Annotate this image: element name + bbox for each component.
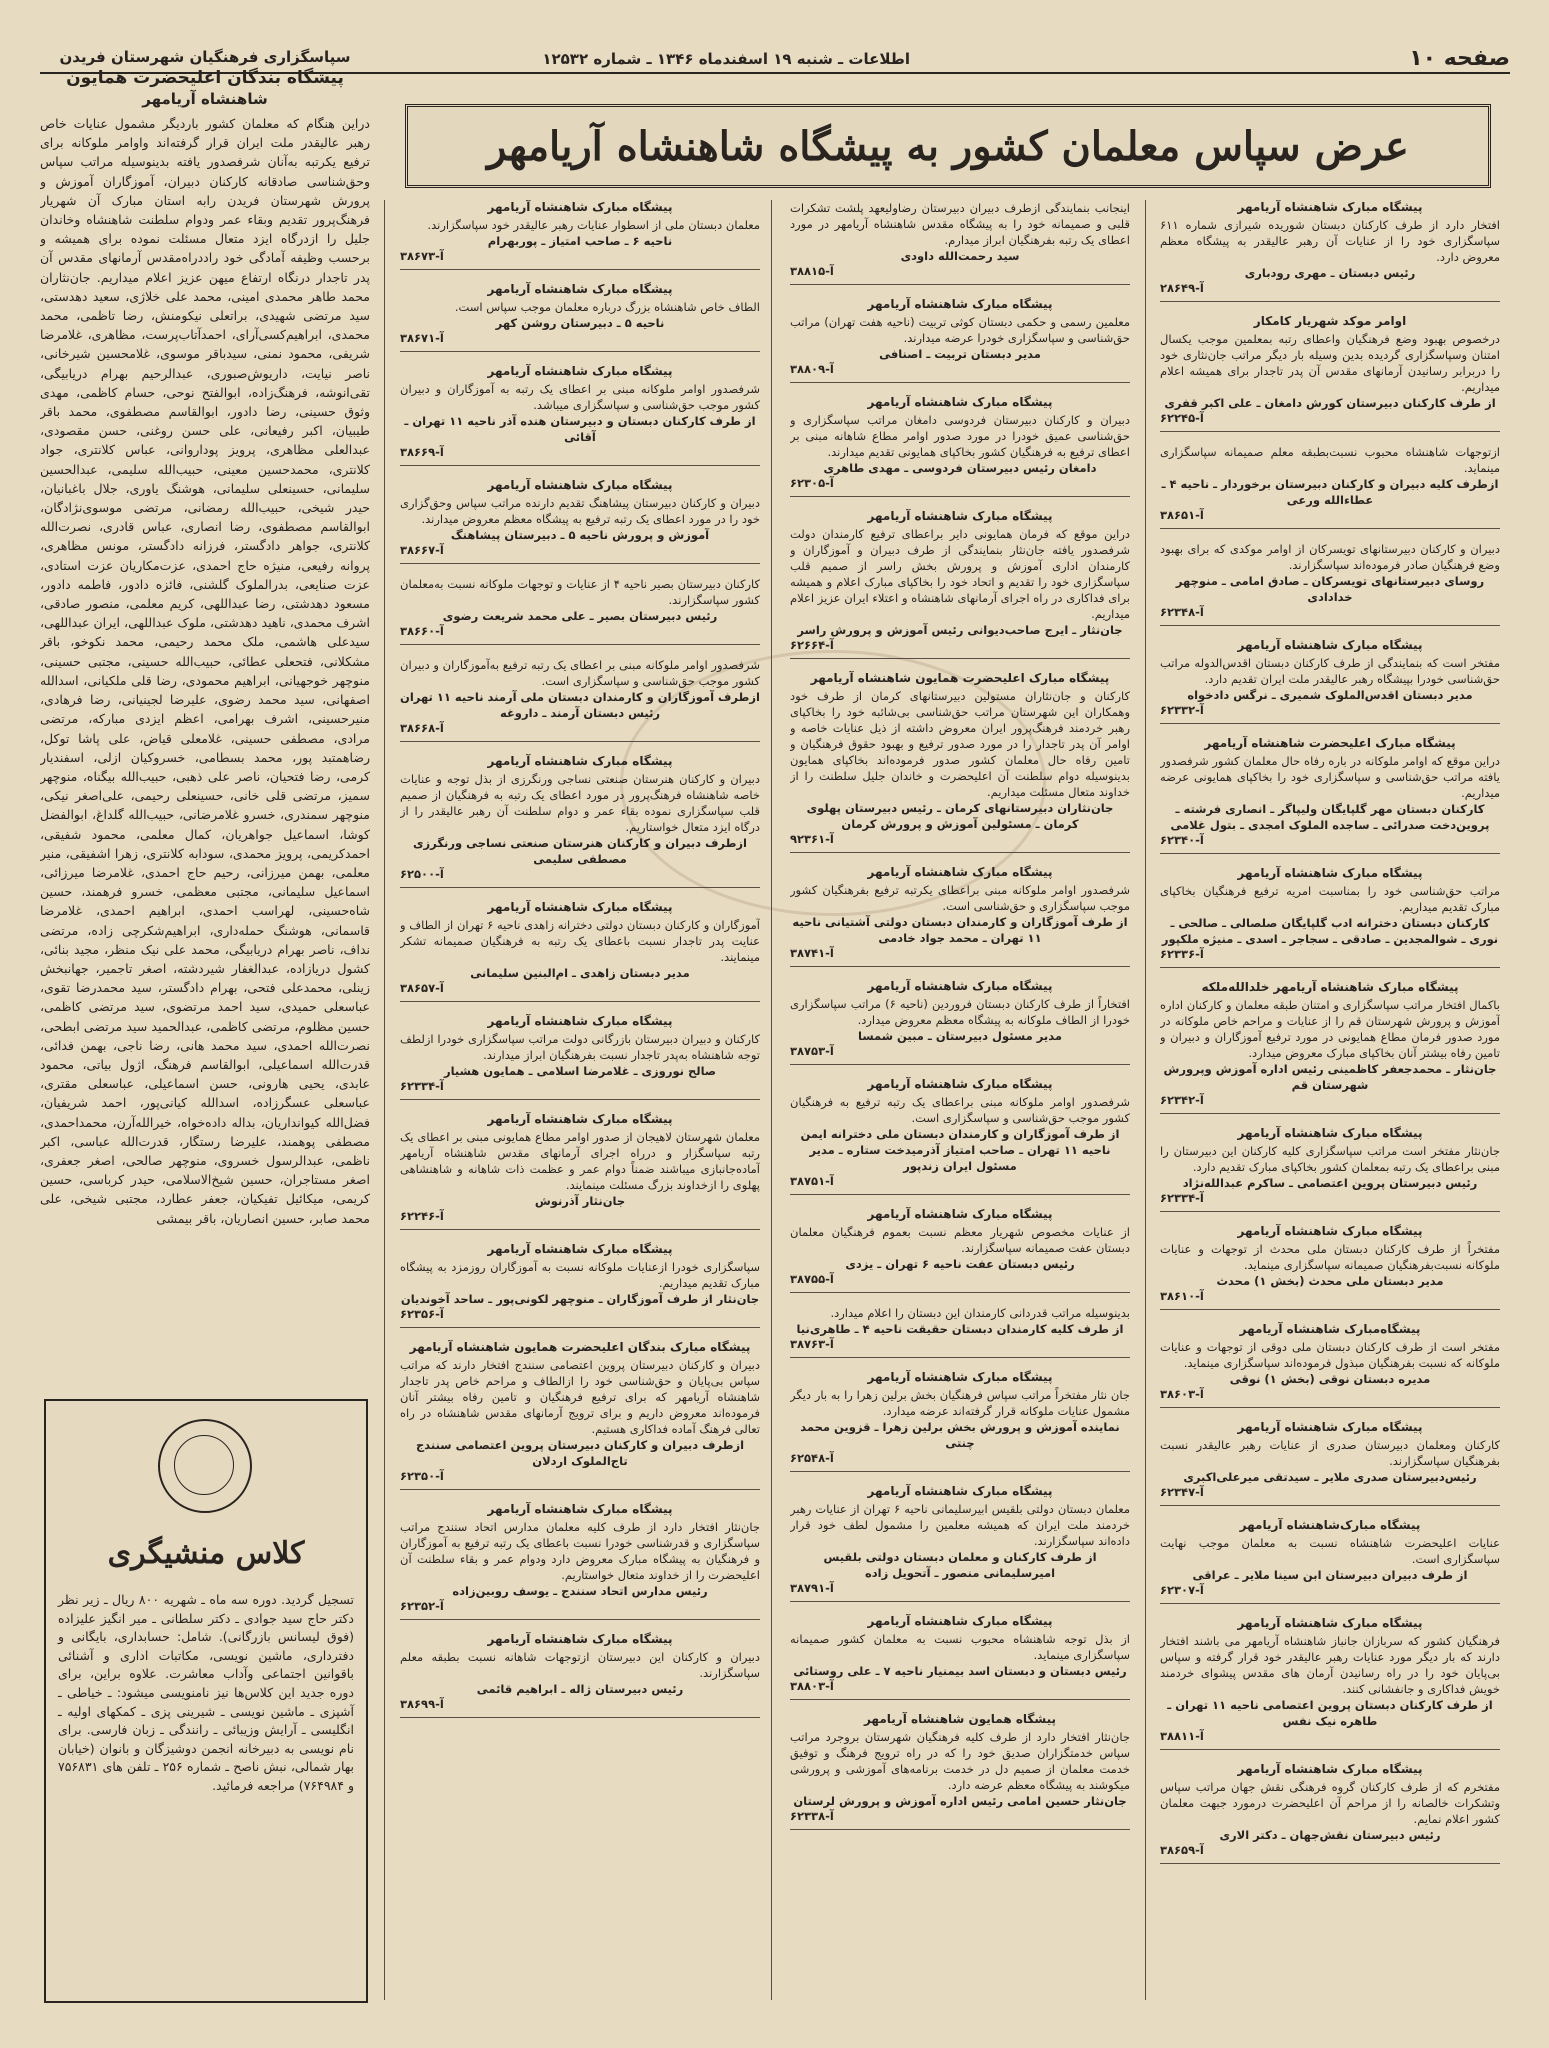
notice-signature: رئیس‌دبیرستان صدری ملایر ـ سیدتقی میرعلی‌اکبری: [1183, 1470, 1477, 1484]
notice-item: [790, 200, 1130, 285]
notice-code: ۳۸۶۰۳-آ: [1160, 1387, 1204, 1401]
notice-body: شرفصدور اوامر ملوکانه مبنی بر اعطای یک رتبه به آموزگاران و دبیران کشور موجب حق‌شناسی و سپاسگزاری میباشد.: [400, 382, 760, 412]
notice-heading: پیشگاه مبارک‌شاهنشاه آریامهر: [1239, 1518, 1421, 1532]
notice-item: [400, 364, 760, 466]
notice-item: [790, 297, 1130, 383]
notice-code: ۳۸۷۵۵-آ: [790, 1272, 834, 1286]
notice-body: الطاف خاص شاهنشاه بزرگ درباره معلمان موجب سپاس است.: [454, 300, 760, 314]
notice-item: [1160, 866, 1500, 968]
notice-signature: ناحیه ۵ ـ دبیرستان روشن کهر: [495, 316, 665, 330]
notice-code: ۹۲۳۶۱-آ: [790, 832, 834, 846]
notice-item: [400, 200, 760, 270]
notice-code: ۳۸۶۷۱-آ: [400, 331, 444, 345]
notice-code: ۳۸۸۱۵-آ: [790, 264, 834, 278]
notice-signature: از طرف کلیه کارمندان دبستان حقیقت ناحیه ۴ ـ طاهری‌نیا: [796, 1322, 1124, 1336]
notice-heading: پیشگاه مبارک شاهنشاه آریامهر: [1237, 866, 1423, 880]
notice-heading: پیشگاه مبارک شاهنشاه آریامهر: [487, 1112, 673, 1126]
notice-signature: از طرف آموزگاران و کارمندان دبستان دولتی آشتیانی ناحیه ۱۱ تهران ـ محمد جواد خادمی: [792, 915, 1128, 945]
notice-heading: اوامر موکد شهریار کامکار: [1253, 314, 1407, 328]
notice-signature: مدیر مسئول دبیرستان ـ مبین شمسا: [858, 1029, 1062, 1043]
notice-body: دبیران و کارکنان دبیرستانهای تویسرکان از اوامر موکدی که برای بهبود وضع فرهنگیان صادر فرموده‌اند سپاسگزارند.: [1160, 542, 1500, 572]
notice-heading: پیشگاه مبارک اعلیحضرت شاهنشاه آریامهر: [1204, 736, 1456, 750]
notice-body: عنایات اعلیحضرت شاهنشاه نسبت به معلمان موجب نهایت سپاسگزاری است.: [1160, 1536, 1500, 1566]
notice-code: ۳۸۶۹۹-آ: [400, 1697, 444, 1711]
notice-code: ۶۲۳۳۴-آ: [400, 1079, 444, 1093]
notice-item: [1160, 638, 1500, 724]
notice-signature: صالح نوروزی ـ غلامرضا اسلامی ـ همایون هشیار: [443, 1064, 717, 1078]
notice-code: ۳۸۶۶۷-آ: [400, 543, 444, 557]
notice-item: [1160, 1616, 1500, 1750]
notice-item: [400, 1014, 760, 1100]
notice-body: دراین موقع که اوامر ملوکانه در باره رفاه حال معلمان کشور شرفصدور یافته مراتب حق‌شناسی و سپاسگزاری خود را بخاکپای همایونی عرضه میداریم.: [1160, 754, 1500, 800]
notice-body: دبیران و کارکنان دبیرستان پیشاهنگ تقدیم دارنده مراتب سپاس وحق‌گزاری خود را در مورد اعطای یک رتبه ترفیع به پیشگاه معظم معروض میدارند.: [400, 496, 760, 526]
notice-item: [790, 1484, 1130, 1602]
article-kicker: سپاسگزاری فرهنگیان شهرستان فریدن: [59, 48, 351, 66]
notice-signature: جان‌نثار ـ محمدجعفر کاظمینی رئیس اداره آموزش وپرورش شهرستان قم: [1163, 1062, 1497, 1092]
notice-signature: رئیس مدارس اتحاد سنندج ـ یوسف روبین‌زاده: [452, 1584, 708, 1598]
notice-column-2: [790, 200, 1130, 2000]
notice-signature: جان‌نثار ـ ایرج صاحب‌دیوانی رئیس آموزش و پرورش راسر: [797, 623, 1123, 637]
emblem-icon: [158, 1419, 252, 1513]
notice-body: دبیران و کارکنان دبیرستان پروین اعتصامی سنندج افتخار دارند که مراتب سپاس بی‌پایان و حق‌شناسی خود را ازالطاف و مراحم خاص پدر تاجدار شاهنشاه آریامهر که برای ترفیع فرهنگیان و تامین رفاه بیشتر آنان فرموده‌اند معروض داریم و برای ترویج آرمانهای مقدس شاهنشاه در راه تعالی فرهنگ آماده فداکاری هستیم.: [400, 1358, 760, 1436]
notice-code: ۳۸۶۱۰-آ: [1160, 1289, 1204, 1303]
notice-signature: رئیس دبیرستان پروین اعتصامی ـ ساکرم عبدالله‌نژاد: [1182, 1176, 1478, 1190]
notice-code: ۶۲۳۰۵-آ: [790, 476, 834, 490]
notice-item: [400, 1340, 760, 1490]
notice-heading: پیشگاه مبارک شاهنشاه آریامهر: [867, 395, 1053, 409]
classified-ad: [44, 1399, 368, 2003]
notice-item: [400, 478, 760, 564]
notice-item: [400, 576, 760, 645]
notice-item: [1160, 541, 1500, 626]
notice-signature: کارکنان دبستان مهر گلپایگان ولیپاگر ـ انصاری فرشته ـ پروین‌دخت صدرائی ـ ساجده الملوک امجدی ـ بتول غلامی: [1170, 802, 1490, 832]
notice-signature: مدیر دبستان ملی محدث (بخش ۱) محدث: [1216, 1274, 1444, 1288]
notice-signature: مدیر دبستان اقدس‌الملوک شمیری ـ نرگس دادخواه: [1187, 688, 1473, 702]
notice-code: ۳۸۷۹۱-آ: [790, 1581, 834, 1595]
notice-heading: پیشگاه مبارک شاهنشاه آریامهر: [867, 1484, 1053, 1498]
notice-heading: پیشگاه مبارک شاهنشاه آریامهر: [867, 1207, 1053, 1221]
notice-body: دبیران و کارکنان این دبیرستان ازتوجهات شاهانه نسبت بطبقه معلم سپاسگزارند.: [400, 1650, 760, 1680]
notice-heading: پیشگاه مبارک شاهنشاه آریامهر: [487, 364, 673, 378]
notice-heading: پیشگاه مبارک شاهنشاه آریامهر: [1237, 1126, 1423, 1140]
notice-body: از عنایات مخصوص شهریار معظم نسبت بعموم فرهنگیان معلمان دبستان عفت صمیمانه سپاسگزارند.: [790, 1225, 1130, 1255]
notice-body: دبیران و کارکنان هنرستان صنعتی نساجی ورنگرزی از بذل توجه و عنایات خاصه شاهنشاه فرهنگ‌پرور در مورد اعطای یک رتبه به فرهنگیان از صمیم قلب سپاسگزاری نموده بقاء عمر و دوام سلطنت آن رهبر عالیقدر را از درگاه ایزد متعال خواستاریم.: [400, 772, 760, 834]
notice-item: [790, 1305, 1130, 1358]
article-body: دراین هنگام که معلمان کشور باردیگر مشمول عنایات خاص رهبر عالیقدر ملت ایران قرار گرفته‌اند واوامر ملوکانه برای ترفیع یکرتبه به‌آنان شرفصدور یافته بدینوسیله مراتب سپاس وحق‌شناسی صادقانه کارکنان دبیران، آموزگاران آموزش و پرورش شهرستان فریدن رابه استان مبارک آن شهریار فرهنگ‌پرور تقدیم وبقاء عمر ودوام سلطنت شاهنشاه وخاندان جلیل را ازدرگاه ایزد متعال مسئلت نموده برای همیشه و برحسب وظیفه آمادگی خود راددراه‌مقدس آرمانهای مقدس آن پدر تاجدار درنگاه ارتفاع میهن عزیز اعلام میداریم. جان‌نثاران محمد طاهر محمدی امینی، محمد علی خلاژی، سعید دهدستی، سید مرتضی شهیدی، براتعلی نیکومنش، رضا تاظمی، محمد محمدی، ابراهیم‌کسی‌آرای، احمدآتاب‌پرست، مظاهری، غلامرضا شریفی، محمود نمنی، سیدباقر موسوی، غلامحسین شیرخانی، ناصر نیایت، داریوش‌صبوری، عبدالرحیم بهرام دریابیگی، تقی‌انوشه‌، فرهنگ‌زاده، ابوالفتح نوحی، حسام کاظمی، مهدی وثوق حسینی، رضا دادور، ابوالقاسم مصطفوی، محمد باقر طیبیان، اکبر رفیعانی، علی حسن روغنی، حسن مقصودی، عبدالعلی مظاهری، پرویز پوداروانی، عباس کلانتری، جواد کلانتری، محمدحسین معینی، حبیب‌الله سلیمی، عبدالحسین سلیمانی، حسینعلی سلیمانی، هوشنگ یاوری، جلال باغبانیان، حیدر شیخی، حبیب‌الله رمضانی، مرتضی موسوی‌نژادگان، ابوالقاسم مصطفوی، رضا انصاری، عباس قادری، نصرت‌الله کلانتری، جواهر دادگستر، فرزانه دادگستر، مونس مظاهری، پروانه رفیعی، منیژه حاج احمدی، عزت‌مکاریان عزت استادی، عزت صنایعی، بدرالملوک گلشنی، فائزه دادور، فاطمه دادور، مسعود دهدشتی، رضا عبداللهی، کریم معلمی، منصور صادقی، اشرف محمدی، ناهید دهدشتی، ملوک عبداللهی، ایران عبداللهی، سیدعلی هاشمی، ملک محمد رحیمی، محمد نکوخو، باقر مشکلانی، فتحعلی عطائی، حبیب‌الله حسینی، مجتبی حسینی، منوچهر خوجهیانی، ابراهیم محمودی، رضا قلی ملکیانی، اسدالله اصفهانی، سید محمد رضوی، علیرضا لجینیانی، رضا فرهادی، منیرحسینی، اشرف بهرامی، اعظم ایزدی مبارکه، مرتضی مرادی، مصطفی حسینی، غلامعلی قیاض، علی پاشا توکل، رضاهمتبد پور، محمد بسطامی، خسروکیان ازلی، اسفندیار کرمی، رضا فتحیان، ناصر علی ذهبی، حبیب‌الله بیگناه، منوچهر سمیز، مرتضی قلی خانی، حسینعلی رحیمی، علی‌اصغر نیکی، منوچهر سمندری، خسرو غلامرضانی، حبیب‌الله گلداغ، ابوالفضل کوشا، اسماعیل جواهریان، کمال معلمی، محمود شفیقی، احمدکریمی، پرویز محمدی، سودابه کلانتری، زهرا اشفیقی، منیر معلمی، بهمن میرزانی، رحیم حاج احمدی، غلامرضا میرزائی، اسماعیل سلیمانی، مجتبی معظمی، خسرو فرهمند، حسین شاه‌حسینی، لهراسب احمدی، ابراهیم احمدی، غلامرضا قاسمانی، هوشنگ حمله‌داری، ابراهیم‌شکرچی زاده، مرتضی نداف، ناصر بهرام دریابیگی، محمد علی نیک منظر، مجید بنائی، کشول دریازاده، عبدالغفار شیردشته، اصغر تاجمیر، جهانبخش زینلی، محمدعلی فتحی، بهرام دادگستر، سید محمدرضا تقوی، عباسعلی حمیدی، سید احمد مرتضوی، سید مرتضی کاظمی، حسین مظلوم، مرتضی کاظمی، عبدالحمید سید مرتضی ابطحی، نصرت‌الله احمدی، سید محمد هانی، رضا ناجی، بهمن فدائی، قدرت‌الله اسماعیلی، ابوالقاسم فرهنگ، اژول بیاتی، محمود عابدی، یحیی هارونی، حسن اسماعیلی، عباسعلی مقتری، عباسعلی عسگرزاده، اسدالله کیانی‌پور، احمد شریفیان، فضل‌الله کیوانداریان، بداله داده‌خواه، خیرالله‌آرن، محمداحمدی، مصطفی پوهمند، علیرضا رستگار، قدرت‌الله عباسی، اکبر ناظمی، عبدالرسول خسروی، منوچهر صالحی، اصغر جعفری، اصغر مستاجران، حسین شیخ‌الاسلامی، حیدر کرباسی، حسین کریمی، میکائیل تفیکیان، جعفر عطارد، مجتبی شیخی، علی محمد صابر، حسین انصاریان، باقر بیمشی: [40, 116, 370, 1226]
notice-heading: پیشگاه مبارک شاهنشاه آریامهر: [487, 754, 673, 768]
notice-column-1: [1160, 200, 1500, 2000]
notice-item: [1160, 200, 1500, 302]
notice-item: [400, 1242, 760, 1328]
notice-code: ۶۲۵۴۸-آ: [790, 1451, 834, 1465]
notice-code: ۶۲۳۵۰-آ: [400, 1469, 444, 1483]
notice-item: [400, 1112, 760, 1230]
notice-heading: پیشگاه مبارک شاهنشاه آریامهر: [867, 509, 1053, 523]
notice-item: [400, 282, 760, 352]
notice-signature: جان‌نثار از طرف آموزگاران ـ منوچهر لکونی‌پور ـ ساحد آخوندیان: [400, 1292, 760, 1306]
notice-code: ۳۸۷۵۱-آ: [790, 1174, 834, 1188]
notice-code: ۶۲۶۶۴-آ: [790, 638, 834, 652]
notice-code: ۳۸۸۰۳-آ: [790, 1679, 834, 1693]
notice-body: جان‌نثار مفتخر است مراتب سپاسگزاری کلیه کارکنان این دبیرستان را مبنی براعطای یک رتبه بمعلمان کشور بخاکپای مبارک تقدیم دارد.: [1160, 1144, 1500, 1174]
notice-body: دراین موقع که فرمان همایونی دایر براعطای ترفیع کارمندان دولت شرفصدور یافته جان‌نثار بنمایندگی از طرف دبیران و آموزگاران و کارمندان اداری آموزش و پرورش بخش راسر از صمیم قلب سپاسگزاری خود را تقدیم و اتحاد خود را بخاکپای مبارک اعلام و همیشه برای فداکاری در راه اجرای آرمانهای شاهنشاه و اعتلاء ایران عزیز اعلام میداریم.: [790, 527, 1130, 621]
notice-body: شرفصدور اوامر ملوکانه مبنی براعطای یک رتبه ترفیع به فرهنگیان کشور موجب حق‌شناسی و سپاسگزاری است.: [790, 1095, 1130, 1125]
notice-item: [790, 509, 1130, 659]
notice-code: ۶۲۵۰۰-آ: [400, 867, 444, 881]
notice-column-3: [400, 200, 760, 2000]
notice-code: ۶۲۲۴۶-آ: [400, 1209, 444, 1223]
notice-code: ۶۲۳۳۲-آ: [1160, 703, 1204, 717]
notice-heading: پیشگاه‌مبارک شاهنشاه آریامهر: [1239, 1322, 1421, 1336]
notice-heading: پیشگاه مبارک شاهنشاه آریامهر: [487, 478, 673, 492]
article-subheadline: شاهنشاه آریامهر: [142, 90, 268, 108]
notice-heading: پیشگاه مبارک شاهنشاه آریامهر: [867, 297, 1053, 311]
notice-code: ۳۸۷۶۳-آ: [790, 1337, 834, 1351]
notice-body: مفتخراً از طرف کارکنان دبستان ملی محدث از توجهات و عنایات ملوکانه نسبت‌بفرهنگیان صمیمانه سپاسگزاری مینماید.: [1160, 1242, 1500, 1272]
notice-item: [400, 657, 760, 742]
notice-signature: از طرف کارکنان دبیرستان کورش دامغان ـ علی اکبر قفری: [1164, 396, 1496, 410]
notice-heading: پیشگاه مبارک شاهنشاه آریامهر: [867, 1614, 1053, 1628]
notice-item: [790, 1712, 1130, 1830]
notice-item: [400, 1632, 760, 1718]
notice-heading: پیشگاه مبارک شاهنشاه آریامهر: [487, 1502, 673, 1516]
notice-code: ۳۸۷۵۳-آ: [790, 1044, 834, 1058]
notice-code: ۳۸۸۱۱-آ: [1160, 1729, 1204, 1743]
notice-body: از بذل توجه شاهنشاه محبوب نسبت به معلمان کشور صمیمانه سپاسگزاری مینماید.: [790, 1632, 1130, 1662]
notice-body: جان‌نثار افتخار دارد از طرف کلیه فرهنگیان شهرستان بروجرد مراتب سپاس خدمتگزاران صدیق خود را که در راه ترویج فرهنگ و توفیق خدمت معلمان از صمیم دل در خدمت برنامه‌های آموزشی و پرورشی میکوشند به پیشگاه معظم عرضه دارد.: [790, 1730, 1130, 1792]
notice-signature: جان‌نثاران دبیرستانهای کرمان ـ رئیس دبیرستان پهلوی کرمان ـ مسئولین آموزش و پرورش کرمان: [806, 801, 1114, 831]
notice-code: ۳۸۶۶۸-آ: [400, 721, 444, 735]
notice-code: ۳۸۷۴۱-آ: [790, 946, 834, 960]
notice-signature: ناحیه ۶ ـ صاحب امتیاز ـ پوربهرام: [487, 234, 673, 248]
notice-item: [1160, 980, 1500, 1114]
notice-code: ۳۸۶۵۱-آ: [1160, 508, 1204, 522]
notice-body: کارکنان دبیرستان بصیر ناحیه ۴ از عنایات و توجهات ملوکانه نسبت به‌معلمان کشور سپاسگزارند.: [400, 577, 760, 607]
notice-item: [1160, 314, 1500, 432]
notice-heading: پیشگاه مبارک شاهنشاه آریامهر: [487, 200, 673, 214]
notice-body: مفتخرم که از طرف کارکنان گروه فرهنگی نقش جهان مراتب سپاس وتشکرات خالصانه را از مراحم آن اعلیحضرت درمورد جبهت معلمان کشور اعلام نمایم.: [1160, 1780, 1500, 1826]
notice-item: [790, 395, 1130, 497]
notice-item: [1160, 1420, 1500, 1506]
notice-heading: پیشگاه مبارک شاهنشاه آریامهر: [1237, 1616, 1423, 1630]
notice-signature: ازطرف دبیران و کارکنان هنرستان صنعتی نساجی ورنگرزی مصطفی سلیمی: [413, 836, 747, 866]
notice-signature: از طرف کارکنان و معلمان دبستان دولتی بلقیس امیرسلیمانی منصور ـ آتحویل زاده: [823, 1550, 1097, 1580]
notice-signature: آموزش و پرورش ناحیه ۵ ـ دبیرستان پیشاهنگ: [450, 528, 710, 542]
notice-signature: رئیس دبستان و دبستان اسد بیمنیار ناحیه ۷ ـ علی روستائی: [793, 1664, 1127, 1678]
notice-signature: رئیس دبیرستان بصیر ـ علی محمد شریعت رضوی: [442, 609, 718, 623]
notice-code: ۳۸۶۷۳-آ: [400, 249, 444, 263]
notice-body: کارکنان ومعلمان دبیرستان صدری از عنایات رهبر عالیقدر نسبت بفرهنگیان سپاسگزارند.: [1160, 1438, 1500, 1468]
notice-body: شرفصدور اوامر ملوکانه مبنی براعطای یکرتبه ترفیع بفرهنگیان کشور موجب سپاسگزاری و حق‌شناسی است.: [790, 883, 1130, 913]
notice-code: ۶۲۳۴۲-آ: [1160, 1093, 1204, 1107]
notice-code: ۳۸۸۰۹-آ: [790, 362, 834, 376]
notice-body: معلمین رسمی و حکمی دبستان کوثی تربیت (ناحیه هفت تهران) مراتب حق‌شناسی و سپاسگزاری خودرا عرضه میدارند.: [790, 315, 1130, 345]
notice-item: [1160, 1762, 1500, 1864]
notice-heading: پیشگاه مبارک شاهنشاه آریامهر: [1237, 200, 1423, 214]
notice-body: درخصوص بهبود وضع فرهنگیان واعطای رتبه بمعلمین موجب یکسال امتنان وسپاسگزاری گردیده بدین وسیله بار دیگر مراتب جان‌نثاری خود را دربرابر رسانیدن آرمانهای مقدس آن پدر تاجدار برای همیشه اعلام میداریم.: [1160, 332, 1500, 394]
notice-item: [790, 671, 1130, 853]
notice-item: [790, 979, 1130, 1065]
notice-item: [790, 1207, 1130, 1293]
notice-body: اینجانب بنمایندگی ازطرف دبیران دبیرستان رضاولیعهد پلشت تشکرات قلبی و صمیمانه خود را به پیشگاه مقدس شاهنشاه آریامهر در مورد اعطای یک رتبه بفرهنگیان ابراز میدارم.: [790, 201, 1130, 247]
notice-heading: پیشگاه مبارک شاهنشاه آریامهر: [867, 865, 1053, 879]
page-number: صفحه ۱۰: [1409, 46, 1510, 71]
notice-code: ۳۸۶۶۹-آ: [400, 445, 444, 459]
notice-signature: از طرف کارکنان دبستان پروین اعتصامی ناحیه ۱۱ تهران ـ طاهره نیک نفس: [1167, 1698, 1493, 1728]
notice-code: ۶۲۲۴۵-آ: [1160, 411, 1204, 425]
notice-item: [400, 1502, 760, 1620]
notice-heading: پیشگاه مبارک شاهنشاه آریامهر: [1237, 1224, 1423, 1238]
notice-body: ازتوجهات شاهنشاه محبوب نسبت‌بطبقه معلم صمیمانه سپاسگزاری مینماید.: [1160, 445, 1500, 475]
notice-code: ۶۲۳۵۶-آ: [400, 1307, 444, 1321]
notice-body: مراتب حق‌شناسی خود را بمناسبت امریه ترفیع فرهنگیان بخاکپای مبارک تقدیم میداریم.: [1160, 884, 1500, 914]
notice-code: ۲۸۶۴۹-آ: [1160, 281, 1204, 295]
notice-body: بدینوسیله مراتب قدردانی کارمندان این دبستان را اعلام میدارد.: [830, 1306, 1130, 1320]
notice-item: [790, 865, 1130, 967]
notice-signature: رئیس دبستان ـ مهری رودباری: [1244, 266, 1416, 280]
notice-item: [400, 754, 760, 888]
notice-signature: مدیر دبستان تربیت ـ اصنافی: [879, 347, 1041, 361]
notice-code: ۳۸۶۵۷-آ: [400, 981, 444, 995]
notice-body: سپاسگزاری خودرا ازعنایات ملوکانه نسبت به آموزگاران روزمزد به پیشگاه مبارک تقدیم میداریم.: [400, 1260, 760, 1290]
notice-signature: ازطرف کلیه دبیران و کارکنان دبیرستان برخوردار ـ ناحیه ۴ ـ عطاءالله ورعی: [1161, 477, 1499, 507]
main-headline: عرض سپاس معلمان کشور به پیشگاه شاهنشاه آریامهر: [405, 104, 1491, 188]
notice-heading: پیشگاه مبارک شاهنشاه آریامهر: [1237, 1420, 1423, 1434]
notice-heading: پیشگاه مبارک شاهنشاه آریامهر: [487, 282, 673, 296]
notice-signature: مدیره دبستان نوقی (بخش ۱) نوقی: [1229, 1372, 1431, 1386]
notice-heading: پیشگاه مبارک شاهنشاه آریامهر خلدالله‌ملکه: [1201, 980, 1459, 994]
notice-body: دبیران و کارکنان دبیرستان فردوسی دامغان مراتب سپاسگزاری و حق‌شناسی عمیق خودرا در مورد صدور اوامر مطاع شاهانه مبنی بر اعطای ترفیع به فرهنگیان کشور بخاکپای همایونی تقدیم میدارند.: [790, 413, 1130, 459]
notice-code: ۶۲۳۰۷-آ: [1160, 1583, 1204, 1597]
notice-body: مفتخر است که بنمایندگی از طرف کارکنان دبستان اقدس‌الدوله مراتب حق‌شناسی خودرا بپیشگاه رهبر عالیقدر ملت ایران تقدیم دارد.: [1160, 656, 1500, 686]
notice-signature: نماینده آموزش و پرورش بخش برلین زهرا ـ قزوین محمد چنتی: [800, 1420, 1120, 1450]
ad-body: تسجیل گردید. دوره سه ماه ـ شهریه ۸۰۰ ریال ـ زیر نظر دکتر حاج سید جوادی ـ دکتر سلطانی ـ میر انگیز علیزاده (فوق لیسانس بازرگانی). شامل: حسابداری، بایگانی و دفترداری، ماشین نویسی، مکاتبات اداری و آشنائی باقوانین اجتماعی وآداب معاشرت. علاوه براین، برای دوره جدید این کلاس‌ها نیز نامنویسی میشود: ـ خیاطی ـ آشپزی ـ ماشین نویسی ـ شیرینی پزی ـ کمکهای اولیه ـ انگلیسی ـ آرایش وزیبائی ـ رانندگی ـ زبان فارسی. برای نام نویسی به دبیرخانه انجمن دوشیزگان و بانوان (خیابان بهار شمالی، نبش ناصح ـ شماره ۲۵۶ ـ تلفن های ۷۵۶۸۳۱ و ۷۶۴۹۸۴) مراجعه فرمائید.: [58, 1592, 354, 1793]
notice-signature: مدیر دبستان زاهدی ـ ام‌البنین سلیمانی: [470, 966, 690, 980]
notice-signature: روسای دبیرستانهای تویسرکان ـ صادق امامی ـ منوچهر خدادادی: [1175, 574, 1485, 604]
notice-code: ۶۲۳۴۷-آ: [1160, 1485, 1204, 1499]
notice-signature: ازطرف دبیران و کارکنان دبیرستان پروین اعتصامی سنندج تاج‌الملوک اردلان: [415, 1438, 745, 1468]
notice-body: باکمال افتخار مراتب سپاسگزاری و امتنان طبقه معلمان و کارکنان اداره آموزش و پرورش شهرستان قم را از عنایات و مراحم خاص ملوکانه در مورد صدور فرمان مطاع همایونی در مورد ترفیع آموزگاران و دبیران و تامین رفاه بیشتر آنان بخاکپای مبارک معروض میدارد.: [1160, 998, 1500, 1060]
notice-item: [790, 1077, 1130, 1195]
notice-body: افتخار دارد از طرف کارکنان دبستان شوریده شیرازی شماره ۶۱۱ سپاسگزاری خود را از عنایات آن رهبر عالیقدر به پیشگاه معظم معروض دارد.: [1160, 218, 1500, 264]
notice-body: شرفصدور اوامر ملوکانه مبنی بر اعطای یک رتبه ترفیع به‌آموزگاران و دبیران کشور موجب حق‌شناسی و سپاسگزاری است.: [400, 658, 760, 688]
notice-signature: از طرف دبیران دبیرستان ابن سینا ملایر ـ عراقی: [1192, 1568, 1468, 1582]
notice-signature: کارکنان دبستان دخترانه ادب گلپایگان صلصالی ـ صالحی ـ نوری ـ شوالمجدین ـ صادقی ـ سجاجر ـ اسدی ـ منیژه ملکپور: [1161, 916, 1499, 946]
notice-signature: جان‌نثار حسین امامی رئیس اداره آموزش و پرورش لرستان: [793, 1794, 1127, 1808]
notice-body: کارکنان و دبیران دبیرستان بازرگانی دولت مراتب سپاسگزاری خودرا ازلطف توجه شاهنشاه به‌پدر تاجدار نسبت بفرهنگیان ابراز میدارند.: [400, 1032, 760, 1062]
notice-code: ۶۲۳۳۴-آ: [1160, 1191, 1204, 1205]
notice-code: ۶۲۳۵۲-آ: [400, 1599, 444, 1613]
notice-code: ۶۲۳۴۸-آ: [1160, 605, 1204, 619]
notice-item: [1160, 736, 1500, 854]
notice-signature: جان‌نثار آذرنوش: [534, 1194, 626, 1208]
notice-heading: پیشگاه مبارک شاهنشاه آریامهر: [1237, 638, 1423, 652]
notice-body: کارکنان و جان‌نثاران مستولین دبیرستانهای کرمان از طرف خود وهمکاران این شهرستان مراتب حق‌شناسی بی‌شائبه خود را بخاکپای رهبر خردمند فرهنگ‌پرور ایران معروض داشته از ذیل عنایات خاصه و اوامر آن پدر تاجدار را در مورد صدور ترفیع و بهبود حقوق فرهنگیان و تامین رفاه حال معلمان کشور صدور فرموده‌اند بخاکپای همایون بدینوسیله دوام سلطنت آن اعلیحضرت و خاندان جلیل سلطنت را از خداوند متعال مسئلت میداریم.: [790, 689, 1130, 799]
notice-heading: پیشگاه مبارک شاهنشاه آریامهر: [1237, 1762, 1423, 1776]
ad-title: کلاس منشیگری: [107, 1536, 305, 1571]
notice-item: [1160, 1126, 1500, 1212]
notice-signature: دامغان رئیس دبیرستان فردوسی ـ مهدی طاهری: [823, 461, 1097, 475]
notice-item: [1160, 1224, 1500, 1310]
notice-signature: از طرف آموزگاران و کارمندان دبستان ملی دخترانه ایمن ناحیه ۱۱ تهران ـ صاحب امتیاز آذرمیدخت ستاره ـ مدیر مسئول ایران زندپور: [800, 1127, 1120, 1173]
notice-item: [1160, 444, 1500, 529]
notice-body: معلمان دبستان دولتی بلقیس ابیرسلیمانی ناحیه ۶ تهران از عنایات رهبر خردمند ملت ایران که همیشه معلمین را مشمول لطف خود قرار داده‌اند سپاسگزارند.: [790, 1502, 1130, 1548]
article-headline: پیشگاه بندگان اعلیحضرت همایون: [66, 68, 344, 88]
notice-signature: سید رحمت‌الله داودی: [900, 249, 1020, 263]
notice-item: [400, 900, 760, 1002]
notice-heading: پیشگاه مبارک شاهنشاه آریامهر: [487, 1242, 673, 1256]
notice-heading: پیشگاه مبارک بندگان اعلیحضرت همایون شاهنشاه آریامهر: [409, 1340, 751, 1354]
issue-line: اطلاعات ـ شنبه ۱۹ اسفندماه ۱۳۴۶ ـ شماره ۱۲۵۳۲: [542, 50, 910, 68]
notice-item: [1160, 1322, 1500, 1408]
notice-signature: از طرف کارکنان دبستان و دبیرستان هنده آذر ناحیه ۱۱ تهران ـ آقائی: [404, 414, 756, 444]
column-divider: [384, 200, 385, 2000]
notice-body: معلمان دبستان ملی از اسطوار عنایات رهبر عالیقدر خود سپاسگزارند.: [427, 218, 760, 232]
notice-heading: پیشگاه مبارک اعلیحضرت همایون شاهنشاه آریامهر: [810, 671, 1110, 685]
notice-code: ۶۲۳۴۰-آ: [1160, 833, 1204, 847]
notice-body: فرهنگیان کشور که سربازان جانباز شاهنشاه آریامهر می باشند افتخار دارند که بار دیگر مورد عنایات رهبر عالیقدر خود قرار گرفته و سپاس بی‌پایان خود را در راه رسانیدن آرمان های مقدس پیشوای خردمند خویش فداکاری و جانفشانی کنند.: [1160, 1634, 1500, 1696]
notice-signature: ازطرف آموزگاران و کارمندان دبستان ملی آرمند ناحیه ۱۱ تهران رئیس دبستان آرمند ـ داروغه: [400, 690, 760, 720]
notice-item: [790, 1614, 1130, 1700]
notice-body: جان نثار مفتخراً مراتب سپاس فرهنگیان بخش برلین زهرا را به بار دیگر مشمول عنایات ملوکانه قرار گرفته‌اند عرضه میدارد.: [790, 1388, 1130, 1418]
notice-heading: پیشگاه مبارک شاهنشاه آریامهر: [867, 1077, 1053, 1091]
notice-signature: رئیس دبیرستان نقش‌جهان ـ دکتر الاری: [1219, 1828, 1441, 1842]
notice-body: آموزگاران و کارکنان دبستان دولتی دخترانه زاهدی ناحیه ۶ تهران از الطاف و عنایت پدر تاجدار نسبت باعطای یک رتبه به فرهنگیان صمیمانه تشکر مینمایند.: [400, 918, 760, 964]
notice-body: افتخاراً از طرف کارکنان دبستان فروردین (ناحیه ۶) مراتب سپاسگزاری خودرا از الطاف ملوکانه به پیشگاه معظم معروض میدارد.: [790, 997, 1130, 1027]
notice-body: جان‌نثار افتخار دارد از طرف کلیه معلمان مدارس اتحاد سنندج مراتب سپاسگزاری و قدرشناسی خودرا نسبت باعطای یک رتبه ترفیع به آموزگاران و فرهنگیان به پیشگاه مبارک معروض دارد ودوام عمر و بقاء سلطنت آن اعلیحضرت را از خداوند متعال خواستاریم.: [400, 1520, 760, 1582]
notice-signature: رئیس دبستان عفت ناحیه ۶ تهران ـ یزدی: [845, 1257, 1075, 1271]
notice-heading: پیشگاه همایون شاهنشاه آریامهر: [863, 1712, 1057, 1726]
notice-code: ۶۲۳۳۸-آ: [790, 1809, 834, 1823]
column-divider: [771, 200, 772, 2000]
notice-code: ۶۲۳۳۶-آ: [1160, 947, 1204, 961]
notice-code: ۳۸۶۶۰-آ: [400, 624, 444, 638]
left-column-article: [40, 44, 370, 2004]
notice-item: [1160, 1518, 1500, 1604]
notice-heading: پیشگاه مبارک شاهنشاه آریامهر: [487, 1014, 673, 1028]
notice-body: معلمان شهرستان لاهیجان از صدور اوامر مطاع همایونی مبنی بر اعطای یک رتبه سپاسگزار و درراه اجرای آرمانهای مقدس شاهنشاه آریامهر آماده‌جانبازی میباشند ضمناً دوام عمر و عظمت ذات شاهانه و شاهنشاهی پهلوی را ازخداوند بزرگ مسئلت مینمایند.: [400, 1130, 760, 1192]
notice-signature: رئیس دبیرستان ژاله ـ ابراهیم قائمی: [476, 1682, 684, 1696]
notice-body: مفتخر است از طرف کارکنان دبستان ملی دوقی از توجهات و عنایات ملوکانه که نسبت بفرهنگیان مبذول فرموده‌اند سپاسگزاری مینماید.: [1160, 1340, 1500, 1370]
notice-code: ۳۸۶۵۹-آ: [1160, 1843, 1204, 1857]
notice-heading: پیشگاه مبارک شاهنشاه آریامهر: [487, 900, 673, 914]
notice-heading: پیشگاه مبارک شاهنشاه آریامهر: [867, 979, 1053, 993]
notice-item: [790, 1370, 1130, 1472]
notice-heading: پیشگاه مبارک شاهنشاه آریامهر: [867, 1370, 1053, 1384]
notice-heading: پیشگاه مبارک شاهنشاه آریامهر: [487, 1632, 673, 1646]
column-divider: [1145, 200, 1146, 2000]
